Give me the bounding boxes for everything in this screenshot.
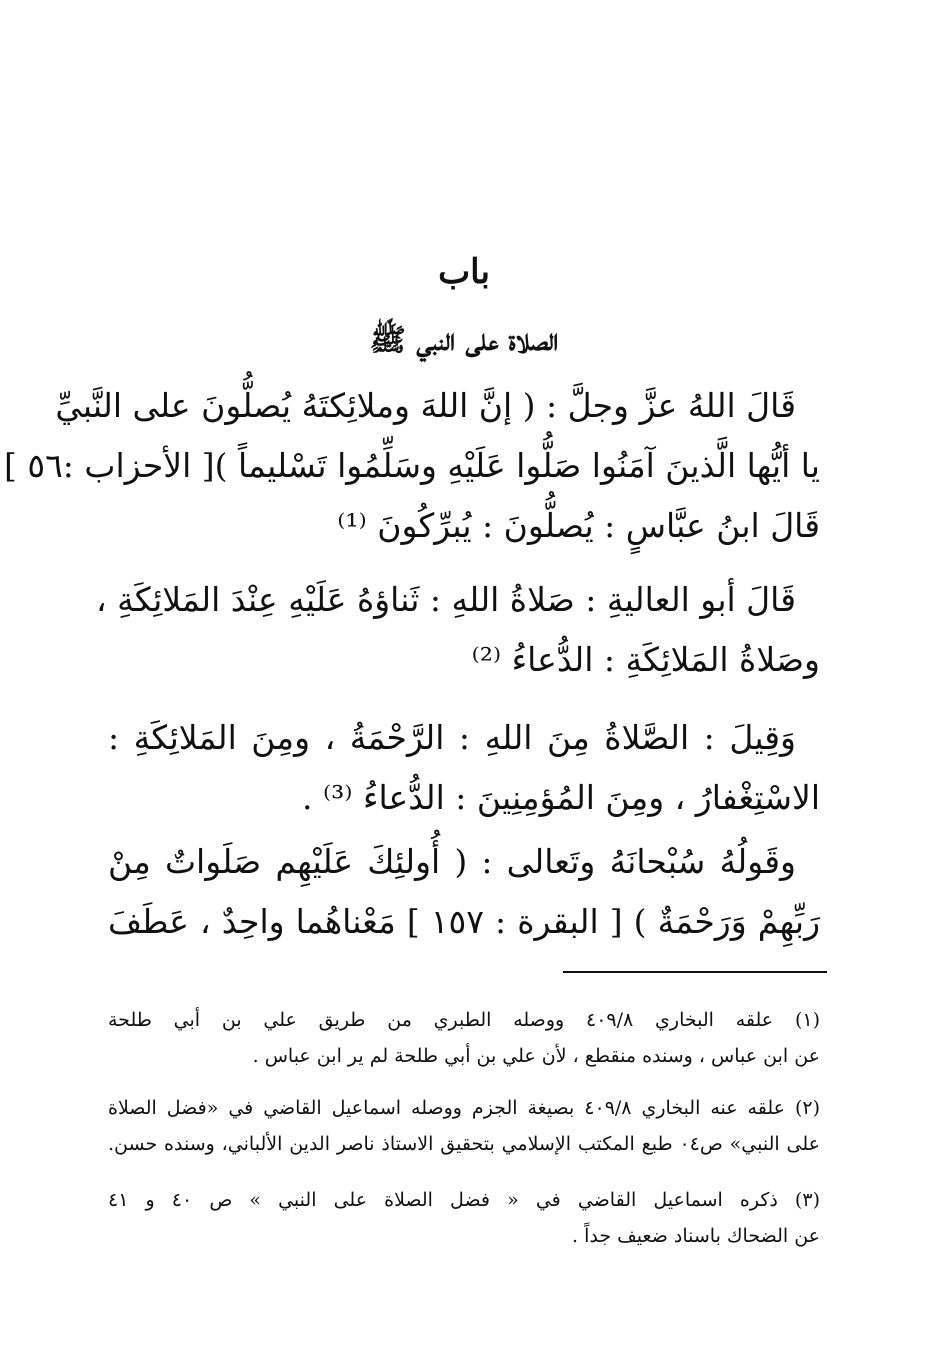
footnote-1 — [108, 1002, 820, 1074]
paragraph-abu-al-aliya — [96, 570, 820, 690]
paragraph-line: وَقِيلَ : الصَّلاةُ مِنَ اللهِ : الرَّحْمَةُ ، ومِنَ المَلائِكَةِ : — [108, 718, 796, 757]
footnote-3 — [108, 1182, 820, 1254]
footnote-line: على النبي» ص٠٤ طبع المكتب الإسلامي بتحقيق الاستاذ ناصر الدين الألباني، وسنده حسن. — [108, 1133, 820, 1155]
chapter-title: الصلاة على النبي ﷺ — [369, 323, 559, 358]
paragraph-quran-verse — [3, 376, 820, 556]
paragraph-baqara-verse — [108, 832, 820, 952]
paragraph-line: وقَولُهُ سُبْحانَهُ وتَعالى : ( أُولئِكَ عَلَيْهِم صَلَواتٌ مِنْ — [108, 842, 796, 881]
footnote-line: (١) علقه البخاري ٤٠٩/٨ ووصله الطبري من طريق علي بن أبي طلحة — [108, 1009, 821, 1031]
chapter-heading: باب — [438, 252, 490, 292]
paragraph-line: يا أيُّها الَّذينَ آمَنُوا صَلُّوا عَلَيْهِ وسَلِّمُوا تَسْليماً )[ الأحزاب :٥٦ ] — [3, 446, 820, 485]
footnote-line: عن ابن عباس ، وسنده منقطع ، لأن علي بن أبي طلحة لم ير ابن عباس . — [252, 1045, 820, 1067]
paragraph-line: الاسْتِغْفارُ ، ومِنَ المُؤمِنِينَ : الدُّعاءُ ⁽³⁾ . — [302, 778, 820, 817]
footnote-line: عن الضحاك باسناد ضعيف جداً . — [572, 1225, 820, 1247]
paragraph-qila — [108, 708, 820, 828]
footnote-line: (٣) ذكره اسماعيل القاضي في « فضل الصلاة على النبي » ص ٤٠ و ٤١ — [108, 1189, 820, 1211]
paragraph-line: قَالَ اللهُ عزَّ وجلَّ : ( إنَّ اللهَ وملائِكتَهُ يُصلُّونَ على النَّبيِّ — [55, 386, 796, 425]
paragraph-line: قَالَ أبو العاليةِ : صَلاةُ اللهِ : ثَناؤهُ عَلَيْهِ عِنْدَ المَلائِكَةِ ، — [96, 580, 796, 619]
paragraph-line: قَالَ ابنُ عبَّاسٍ : يُصلُّونَ : يُبرِّكُونَ ⁽¹⁾ — [337, 506, 820, 545]
paragraph-line: وصَلاةُ المَلائِكَةِ : الدُّعاءُ ⁽²⁾ — [471, 640, 820, 679]
footnote-line: (٢) علقه عنه البخاري ٤٠٩/٨ بصيغة الجزم ووصله اسماعيل القاضي في «فضل الصلاة — [108, 1097, 820, 1119]
paragraph-line: رَبِّهِمْ وَرَحْمَةٌ ) [ البقرة : ١٥٧ ] مَعْناهُما واحِدٌ ، عَطَفَ — [108, 902, 821, 941]
footnote-separator — [563, 971, 827, 973]
footnote-2 — [108, 1090, 820, 1162]
